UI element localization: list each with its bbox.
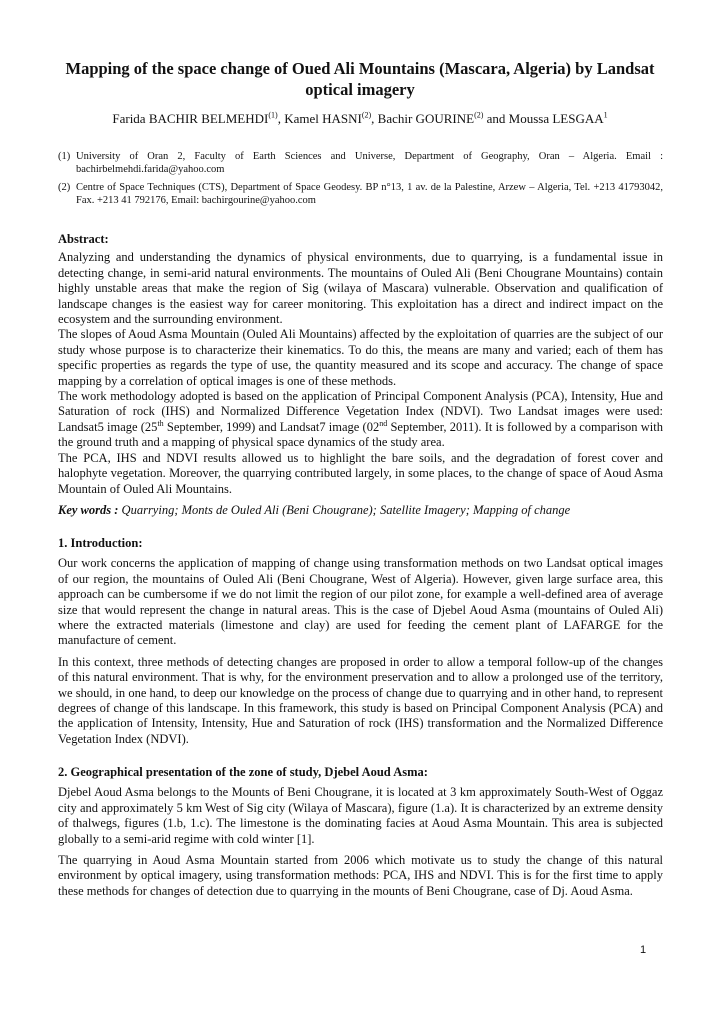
geography-paragraph-2: The quarrying in Aoud Asma Mountain started from 2006 which motivate us to study the change of this natural environment by optical imagery, using transformation methods: PCA, IHS and NDVI. This is for the first time to apply these methods for changes of detection due to quarrying in the mounts of Beni Chougrane, case of Dj. Aoud Asma. [58,853,663,898]
abstract-paragraph-1: Analyzing and understanding the dynamics of physical environments, due to quarrying, is a fundamental issue in detecting change, in semi-arid natural environments. The mountains of Ouled Ali (Beni Chougrane Mountains) contain highly unstable areas that make the region of Sig (wilaya of Mascara) vulnerable. Observation and qualification of landscape changes is the easiest way for career monitoring. This exploitation has a direct and indirect impact on the ecosystem and the surrounding environment. [58,250,663,327]
author-2: , Kamel HASNI [277,111,362,126]
author-1-affil: (1) [268,110,278,120]
abstract-p3-text-b: September, 1999) and Landsat7 image (02 [163,419,380,434]
geography-heading: 2. Geographical presentation of the zone of study, Djebel Aoud Asma: [58,765,428,779]
affiliation-text: Centre of Space Techniques (CTS), Department of Space Geodesy. BP n°13, 1 av. de la Palestine, Arzew – Algeria, Tel. +213 41793042, Fax. +213 41 792176, Email: bachirgourine@yahoo.com [76,182,663,206]
introduction-heading: 1. Introduction: [58,536,143,550]
affiliation-2 [58,181,663,207]
keywords-label: Key words : [58,502,119,517]
abstract-paragraph-3 [58,389,663,451]
abstract-p3-sup-2: nd [379,418,388,428]
introduction-paragraph-2: In this context, three methods of detecting changes are proposed in order to allow a temporal follow-up of the changes of this natural environment. That is why, for the environment preservation and to allow a prolonged use of the territory, we should, in one hand, to deep our knowledge on the process of change due to quarrying and in other hand, to represent degrees of change of this landscape. In this framework, this study is based on Principal Component Analysis (PCA) and the application of Intensity, Intensity, Hue and Saturation of rock (IHS) transformation and the Normalized Difference Vegetation Index (NDVI). [58,654,663,746]
affiliation-number: (1) [58,151,71,162]
author-1: Farida BACHIR BELMEHDI [112,111,269,126]
affiliation-text: University of Oran 2, Faculty of Earth Sciences and Universe, Department of Geography, Oran – Algeria. Email : bachirbelmehdi.farida@yahoo.com [76,151,663,175]
abstract-heading: Abstract: [58,232,109,246]
abstract-p3-text-a: The work methodology adopted is based on the application of Principal Component Analysis (PCA), Intensity, Hue and Saturation of rock (IHS) and Normalized Difference Vegetation Index (NDVI). Two Landsat images were used: Landsat5 image (25 [58,389,663,434]
author-4-affil: 1 [603,110,608,120]
geography-paragraph-1: Djebel Aoud Asma belongs to the Mounts of Beni Chougrane, it is located at 3 km approximately South-West of Oggaz city and approximately 5 km West of Sig city (Wilaya of Mascara), figure (1.a). It is characterized by an extreme density of thalwegs, figures (1.b, 1.c). The limestone is the dominating facies at Aoud Asma Mountain. This area is subjected globally to a semi-arid regime with cold winter [1]. [58,785,663,846]
abstract-paragraph-2: The slopes of Aoud Asma Mountain (Ouled Ali Mountains) affected by the exploitation of quarries are the subject of our study whose purpose is to characterize their kinematics. To do this, the means are many and varied; each of them has specific properties as regards the type of use, the quantity measured and its scope and accuracy. The change of space mapping by a correlation of optical images is one of these methods. [58,327,663,388]
abstract-p3-text-c: September, 2011). It is followed by a comparison with the ground truth and a mapping of physical space dynamics of the study area. [58,419,663,450]
author-4: and Moussa LESGAA [483,111,604,126]
keywords-text: Quarrying; Monts de Ouled Ali (Beni Chougrane); Satellite Imagery; Mapping of change [118,502,571,517]
geography-section [58,765,663,899]
author-3: , Bachir GOURINE [371,111,475,126]
abstract-p3-sup-1: th [157,418,164,428]
affiliation-1 [58,150,663,176]
page-number: 1 [640,944,647,956]
paper-title: Mapping of the space change of Oued Ali Mountains (Mascara, Algeria) by Landsat optical imagery [65,59,655,99]
author-3-affil: (2) [474,110,484,120]
introduction-paragraph-1: Our work concerns the application of mapping of change using transformation methods on two Landsat optical images of our region, the mountains of Ouled Ali (Beni Chougrane, West of Algeria). However, given large surface area, this approach can be cumbersome if we do not limit the region of our pilot zone, for example a well-defined area of average size that would represent the change in natural areas. This is the case of Djebel Aoud Asma (mountains of Ouled Ali) where the extracted materials (limestone and clay) are used for feeding the cement plant of LAFARGE for the manufacture of cement. [58,556,663,648]
introduction-section [58,536,663,747]
abstract-paragraph-4: The PCA, IHS and NDVI results allowed us to highlight the bare soils, and the degradation of forest cover and halophyte vegetation. Moreover, the quarrying contributed largely, in some places, to the change of space of Aoud Asma Mountain of Ouled Ali Mountains. [58,450,663,496]
abstract-section [58,232,663,518]
affiliation-number: (2) [58,182,71,193]
author-2-affil: (2) [361,110,372,120]
author-line [40,111,680,127]
keywords-line [58,503,663,518]
